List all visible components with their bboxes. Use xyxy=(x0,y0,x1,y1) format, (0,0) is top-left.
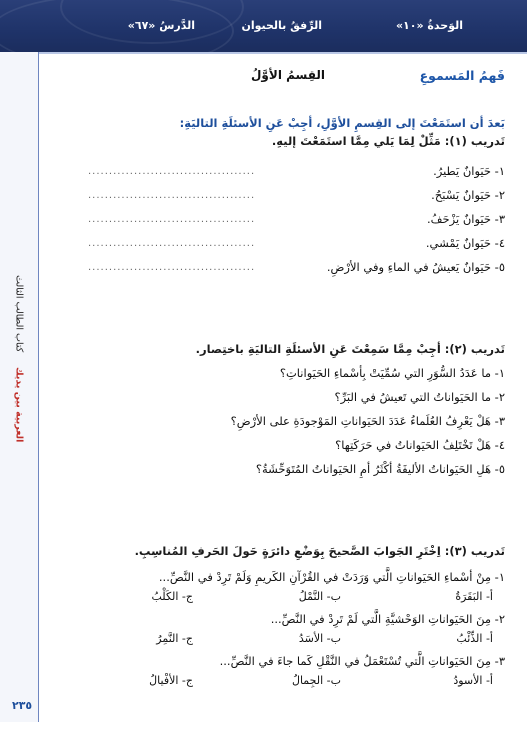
drill2-item-4: ٤- هَلْ تَخْتَلِفُ الحَيَواناتُ في حَرَكَتِها؟ xyxy=(335,438,505,452)
option-b[interactable]: ب- الأسَدُ xyxy=(298,632,341,645)
drill2-item-5: ٥- هَلِ الحَيَواناتُ الأليفَةُ أكْثَرُ أمِ الحَيَواناتُ المُتَوَحِّشَةُ؟ xyxy=(255,462,505,476)
option-a[interactable]: أ- الأسودُ xyxy=(453,674,493,687)
answer-line[interactable]: ........................................ xyxy=(88,214,256,225)
drill1-item-5: ٥- حَيَوانٌ يَعيشُ في الماءِ وفي الأرْضِ. xyxy=(326,260,505,274)
page-header xyxy=(0,0,527,54)
drill3-title: تَدريب (٣): اِخْتَرِ الجَوابَ الصَّحيحَ بِوَضْعِ دائرَةٍ حَولَ الحَرفِ المُناسِبِ. xyxy=(134,544,505,558)
drill1-item-3: ٣- حَيَوانٌ يَزْحَفُ. xyxy=(426,212,505,226)
answer-line[interactable]: ........................................ xyxy=(88,166,256,177)
drill1-item-1: ١- حَيَوانٌ يَطيرُ. xyxy=(433,164,505,178)
option-b[interactable]: ب- الجِمالُ xyxy=(291,674,341,687)
answer-line[interactable]: ........................................ xyxy=(88,190,256,201)
sidebar-book-info xyxy=(5,202,33,442)
lesson-title: الرِّفقُ بالحيوان xyxy=(241,19,322,32)
unit-label: الوَحدةُ «١٠» xyxy=(395,19,463,32)
drill1-title: تَدريب (١): مَثِّلْ لِمَا يَلي مِمَّا استَمَعْتَ إليهِ. xyxy=(271,134,505,148)
drill3-question-1: ١- مِنْ أسْماءِ الحَيَواناتِ الَّتي وَرَدَتْ في القُرْآنِ الكَريمِ وَلَمْ تَرِدْ في النَّصِّ... xyxy=(158,570,505,584)
option-b[interactable]: ب- النَّمْلُ xyxy=(298,590,341,603)
section-part: القِسمُ الأوَّلُ xyxy=(251,68,325,82)
sidebar xyxy=(0,52,39,722)
drill2-item-3: ٣- هَلْ يَعْرِفُ العُلَماءُ عَدَدَ الحَيَواناتِ المَوْجودَةِ على الأرْضِ؟ xyxy=(230,414,505,428)
option-a[interactable]: أ- البَقَرَةُ xyxy=(455,590,493,603)
drill2-title: تَدريب (٢): أجِبْ مِمَّا سَمِعْتَ عَنِ الأسئلَةِ التاليَةِ باختِصار. xyxy=(195,342,505,356)
page-number: ٢٣٥ xyxy=(12,699,33,712)
option-c[interactable]: ج- النَّمِرُ xyxy=(156,632,193,645)
lesson-number: الدَّرسُ «٦٧» xyxy=(127,19,195,32)
option-a[interactable]: أ- الذِّئْبُ xyxy=(456,632,493,645)
drill2-item-2: ٢- ما الحَيَواناتُ التي تَعيشُ في البَرِّ؟ xyxy=(334,390,505,404)
book-title: العربية بين يديك xyxy=(13,366,25,442)
drill2-item-1: ١- ما عَدَدُ السُّوَرِ التي سُمِّيَتْ بِأسْماءِ الحَيَواناتِ؟ xyxy=(279,366,505,380)
answer-line[interactable]: ........................................ xyxy=(88,238,256,249)
drill3-question-3: ٣- مِنَ الحَيَواناتِ الَّتي تُسْتَعْمَلُ في النَّقْلِ كَما جاءَ في النَّصِّ... xyxy=(219,654,505,668)
answer-line[interactable]: ........................................ xyxy=(88,262,256,273)
drill1-instruction: بَعدَ أن استَمَعْتَ إلى القِسمِ الأوَّلِ، أجِبْ عَنِ الأسئلَةِ التاليَةِ: xyxy=(179,116,505,130)
drill1-item-4: ٤- حَيَوانٌ يَمْشي. xyxy=(425,236,505,250)
drill3-question-2: ٢- مِنَ الحَيَواناتِ الوَحْشيَّةِ الَّتي لَمْ تَرِدْ في النَّصِّ... xyxy=(270,612,505,626)
section-title: فَهمُ المَسموعِ xyxy=(419,68,505,83)
option-c[interactable]: ج- الكَلْبُ xyxy=(151,590,193,603)
drill1-item-2: ٢- حَيَوانٌ يَسْبَحُ. xyxy=(431,188,505,202)
option-c[interactable]: ج- الأفْيالُ xyxy=(149,674,193,687)
book-part: كتاب الطالب الثالث xyxy=(13,275,25,353)
